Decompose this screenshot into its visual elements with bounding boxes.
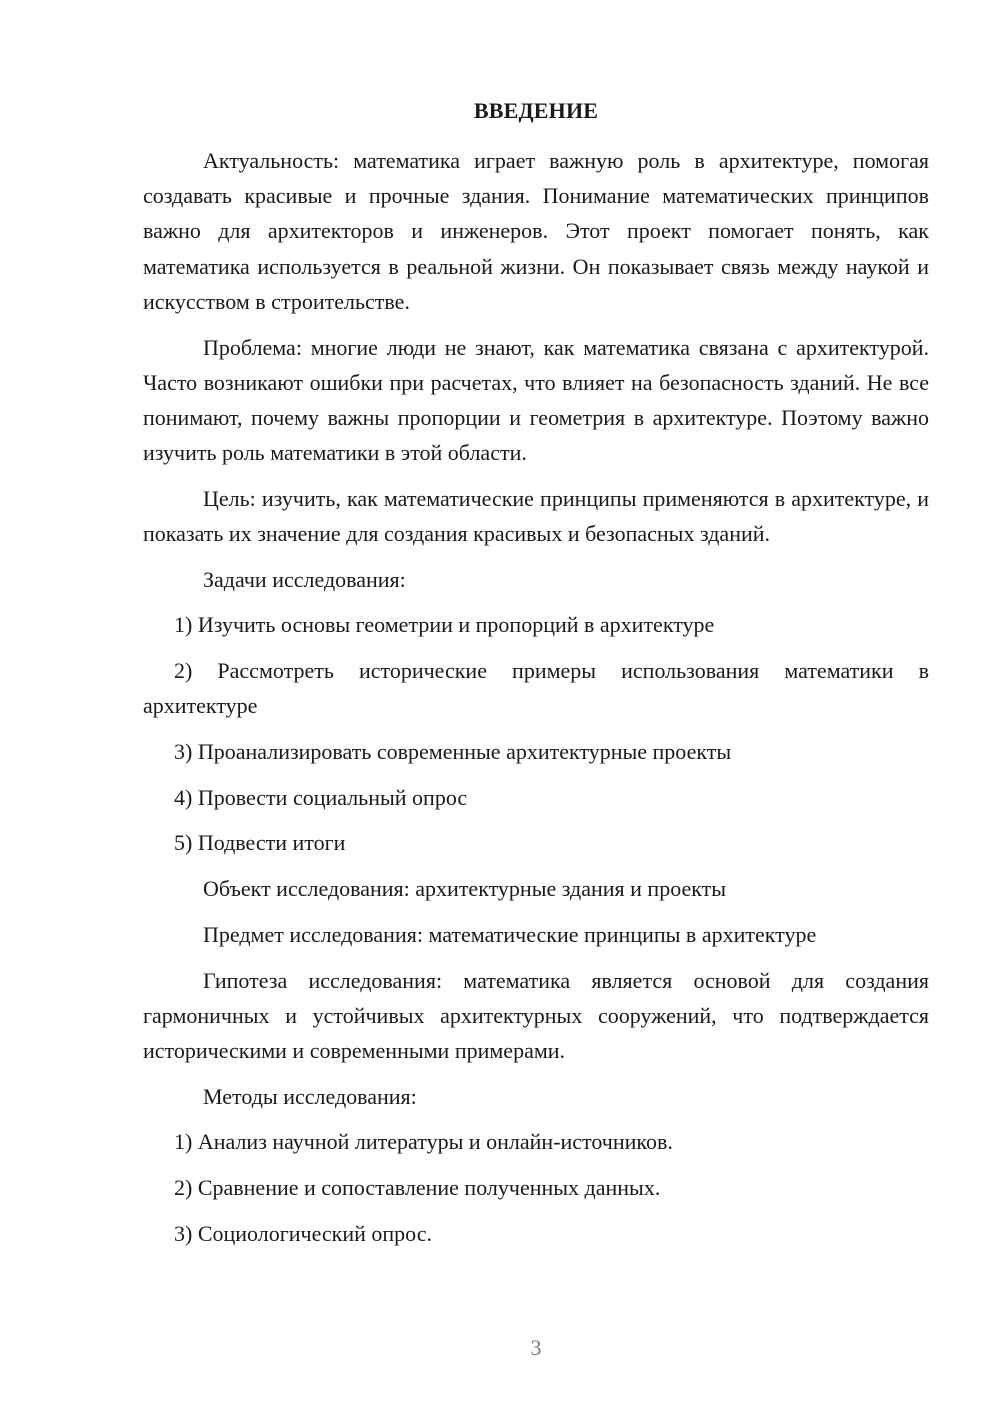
tasks-heading: Задачи исследования: — [203, 566, 406, 592]
task-item-5: 5) Подвести итоги — [174, 830, 346, 856]
document-body — [143, 143, 929, 1261]
task-item-4: 4) Провести социальный опрос — [174, 784, 468, 810]
method-item-1: 1) Анализ научной литературы и онлайн-источников. — [174, 1129, 673, 1155]
paragraph-problem: Проблема: многие люди не знают, как математика связана с архитектурой. Часто возникают ошибки при расчетах, что влияет на безопасность зданий. Не все понимают, почему важны пропорции и геометрия в архитектуре. Поэтому важно изучить роль математики в этой области. — [143, 334, 929, 466]
paragraph-goal: Цель: изучить, как математические принципы применяются в архитектуре, и показать их значение для создания красивых и безопасных зданий. — [143, 485, 929, 547]
page-number: 3 — [530, 1335, 542, 1360]
method-item-2: 2) Сравнение и сопоставление полученных данных. — [174, 1175, 661, 1201]
task-item-1: 1) Изучить основы геометрии и пропорций в архитектуре — [174, 612, 715, 638]
research-subject: Предмет исследования: математические принципы в архитектуре — [203, 921, 817, 947]
paragraph-relevance: Актуальность: математика играет важную роль в архитектуре, помогая создавать красивые и прочные здания. Понимание математических принципов важно для архитекторов и инженеров. Этот проект помогает понять, как математика используется в реальной жизни. Он показывает связь между наукой и искусством в строительстве. — [143, 148, 929, 314]
section-title: ВВЕДЕНИЕ — [473, 98, 599, 123]
research-object: Объект исследования: архитектурные здания и проекты — [203, 876, 727, 902]
methods-heading: Методы исследования: — [203, 1083, 417, 1109]
task-item-2: 2) Рассмотреть исторические примеры использования математики в архитектуре — [143, 658, 929, 719]
method-item-3: 3) Социологический опрос. — [174, 1220, 432, 1246]
research-hypothesis: Гипотеза исследования: математика является основой для создания гармоничных и устойчивых архитектурных сооружений, что подтверждается историческими и современными примерами. — [143, 967, 929, 1063]
task-item-3: 3) Проанализировать современные архитектурные проекты — [174, 739, 732, 765]
